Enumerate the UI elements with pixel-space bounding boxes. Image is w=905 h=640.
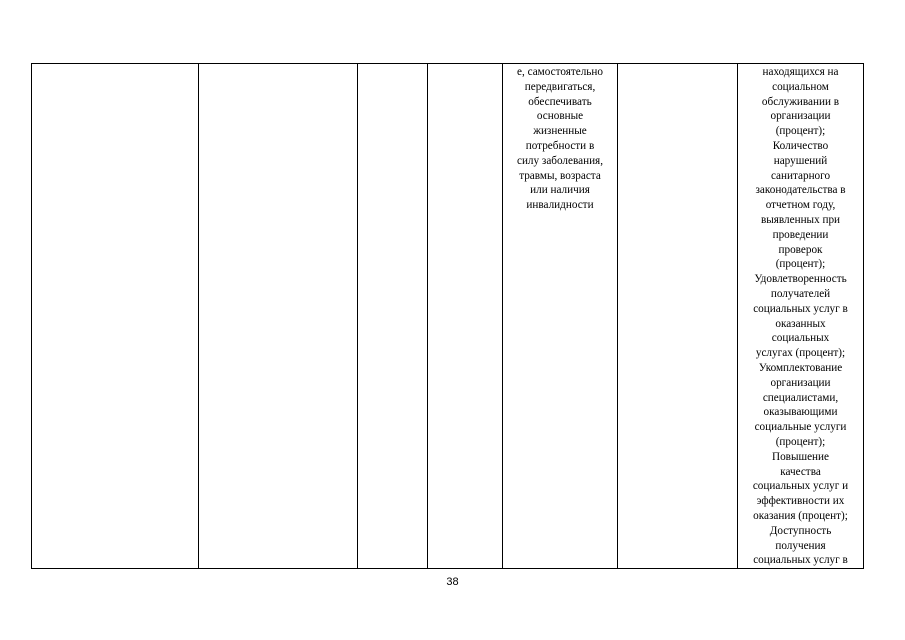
page-number: 38 bbox=[446, 576, 459, 588]
table-cell-col5: е, самостоятельно передвигаться, обеспечивать основные жизненные потребности в силу заболевания, травмы, возраста или наличия инвалидности bbox=[503, 64, 618, 569]
document-table bbox=[31, 63, 864, 569]
table-cell-col2 bbox=[199, 64, 358, 569]
table-row bbox=[32, 64, 864, 569]
table-cell-col7: находящихся на социальном обслуживании в организации (процент); Количество нарушений санитарного законодательства в отчетном году, выявленных при проведении проверок (процент); Удовлетворенность получателей социальных услуг в оказанных социальных услугах (процент); Укомплектование организации специалистами, оказывающими социальные услуги (процент); Повышение качества социальных услуг и эффективности их оказания (процент); Доступность получения социальных услуг в bbox=[738, 64, 864, 569]
table-cell-col3 bbox=[358, 64, 428, 569]
table-cell-col4 bbox=[428, 64, 503, 569]
table-cell-col6 bbox=[618, 64, 738, 569]
table-cell-col1 bbox=[32, 64, 199, 569]
